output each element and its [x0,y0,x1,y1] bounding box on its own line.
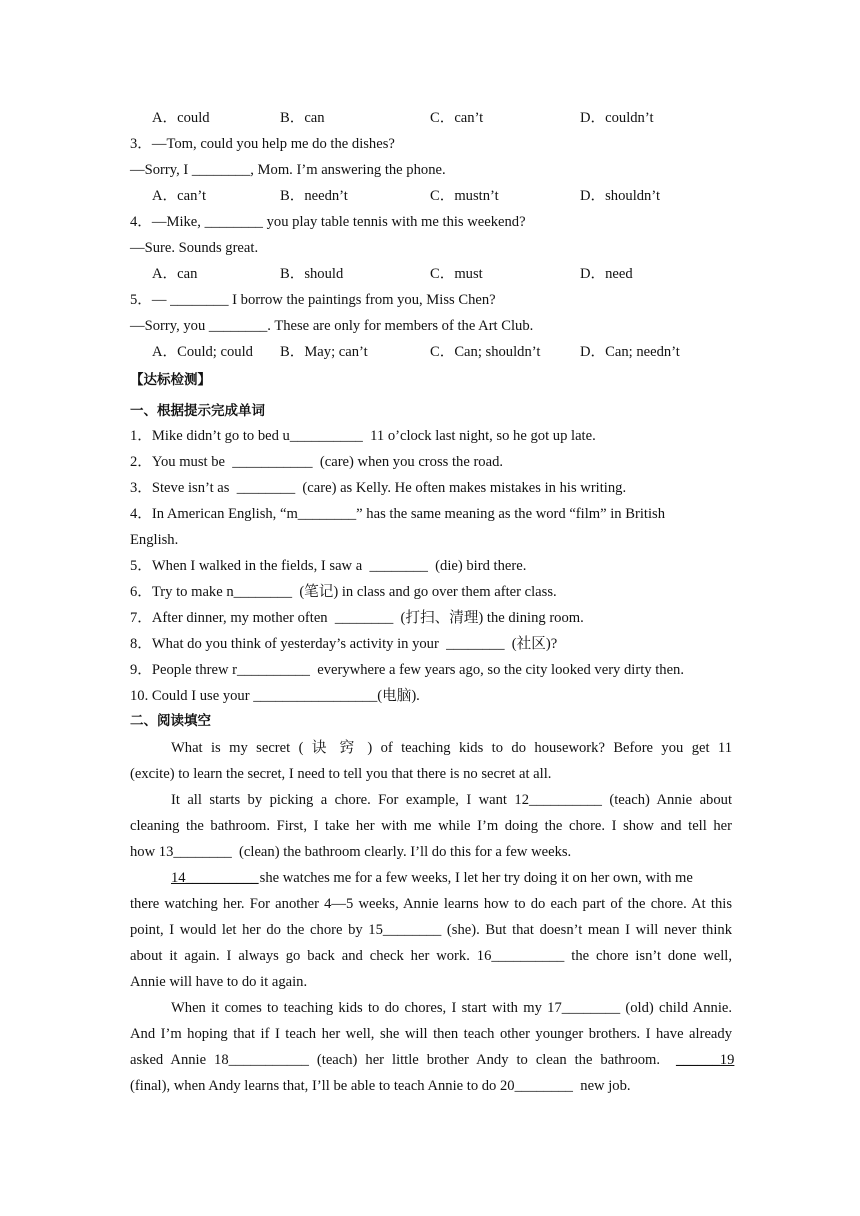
q2-option-c: C．can’t [430,110,484,126]
part1-item-4: 4．In American English, “m________” has the same meaning as the word “film” in British [130,506,665,522]
q4-option-c: C．must [430,266,483,282]
part1-item-1: 1．Mike didn’t go to bed u__________ 11 o’clock last night, so he got up late. [130,428,596,444]
q4-question: 4．—Mike, ________ you play table tennis with me this weekend? [130,214,526,230]
passage-line: how 13________ (clean) the bathroom clearly. I’ll do this for a few weeks. [130,844,572,860]
passage-line: about it again. I always go back and check her work. 16__________ the chore isn’t done well, [130,948,732,964]
part1-item-5: 5．When I walked in the fields, I saw a ________ (die) bird there. [130,558,527,574]
q5-answer-line: —Sorry, you ________. These are only for members of the Art Club. [130,318,534,334]
blank-19: ______19 [676,1052,735,1068]
section-heading: 【达标检测】 [130,372,211,388]
q5-option-a: A．Could; could [152,344,253,360]
part1-item-3: 3．Steve isn’t as ________ (care) as Kelly. He often makes mistakes in his writing. [130,480,627,496]
q2-option-d: D．couldn’t [580,110,654,126]
passage-line: (final), when Andy learns that, I’ll be able to teach Annie to do 20________ new job. [130,1078,631,1094]
q4-option-b: B．should [280,266,344,282]
q5-option-b: B．May; can’t [280,344,368,360]
passage-line: asked Annie 18___________ (teach) her little brother Andy to clean the bathroom. [130,1052,660,1068]
blank-14: 14__________ [171,870,259,886]
part1-item-6: 6．Try to make n________ (笔记) in class and go over them after class. [130,584,557,600]
q5-question: 5．— ________ I borrow the paintings from you, Miss Chen? [130,292,496,308]
q4-option-d: D．need [580,266,633,282]
part1-heading: 一、根据提示完成单词 [130,403,265,419]
q4-answer-line: —Sure. Sounds great. [130,240,259,256]
passage-line: cleaning the bathroom. First, I take her with me while I’m doing the chore. I show and tell her [130,818,732,834]
passage-line: she watches me for a few weeks, I let her try doing it on her own, with me [256,870,693,886]
q3-answer-line: —Sorry, I ________, Mom. I’m answering the phone. [130,162,446,178]
part1-item-10: 10. Could I use your _________________(电脑). [130,688,420,704]
passage-line: And I’m hoping that if I teach her well, she will then teach other younger brothers. I have already [130,1026,732,1042]
passage-line: What is my secret ( 诀 窍 ) of teaching kids to do housework? Before you get 11 [171,740,732,756]
q3-option-b: B．needn’t [280,188,348,204]
part1-item-7: 7．After dinner, my mother often ________ (打扫、清理) the dining room. [130,610,584,626]
q3-option-c: C．mustn’t [430,188,499,204]
q5-option-c: C．Can; shouldn’t [430,344,541,360]
passage-line: Annie will have to do it again. [130,974,308,990]
part1-item-9: 9．People threw r__________ everywhere a few years ago, so the city looked very dirty then. [130,662,684,678]
part2-heading: 二、阅读填空 [130,713,211,729]
q3-option-d: D．shouldn’t [580,188,661,204]
part1-item-4-cont: English. [130,532,179,548]
passage-line: It all starts by picking a chore. For example, I want 12__________ (teach) Annie about [171,792,732,808]
passage-line: there watching her. For another 4—5 weeks, Annie learns how to do each part of the chore. At this [130,896,732,912]
q5-option-d: D．Can; needn’t [580,344,680,360]
part1-item-2: 2．You must be ___________ (care) when you cross the road. [130,454,504,470]
q3-question: 3．—Tom, could you help me do the dishes? [130,136,395,152]
part1-item-8: 8．What do you think of yesterday’s activity in your ________ (社区)? [130,636,558,652]
q2-option-b: B．can [280,110,325,126]
passage-line: point, I would let her do the chore by 15________ (she). But that doesn’t mean I will never think [130,922,732,938]
q2-option-a: A．could [152,110,210,126]
q3-option-a: A．can’t [152,188,207,204]
passage-line: (excite) to learn the secret, I need to tell you that there is no secret at all. [130,766,552,782]
passage-line: When it comes to teaching kids to do chores, I start with my 17________ (old) child Annie. [171,1000,732,1016]
q4-option-a: A．can [152,266,198,282]
